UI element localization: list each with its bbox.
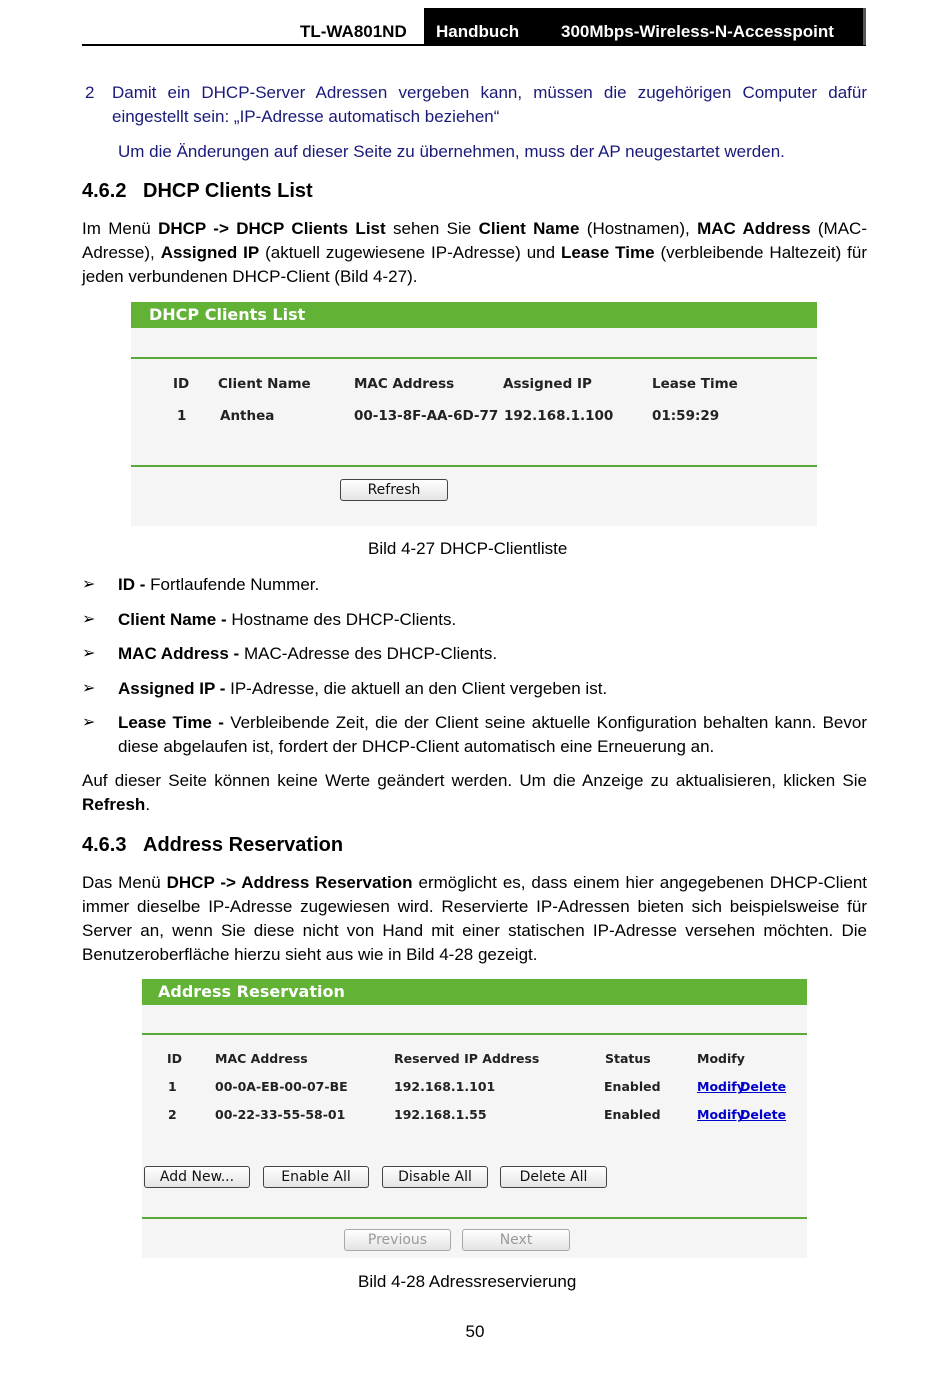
note-paragraph bbox=[82, 81, 867, 129]
modify-link[interactable]: Modify bbox=[697, 1079, 745, 1094]
divider bbox=[131, 357, 817, 359]
table-cell: 1 bbox=[168, 1079, 177, 1094]
text-bold: DHCP -> Address Reservation bbox=[166, 873, 413, 892]
bullet-text: Fortlaufende Nummer. bbox=[150, 575, 320, 594]
list-item bbox=[82, 642, 867, 666]
text-run: (aktuell zugewiesene IP-Adresse) und bbox=[259, 243, 562, 262]
bullet-term: Lease Time - bbox=[118, 713, 231, 732]
text-bold: Lease Time bbox=[561, 243, 655, 262]
table-cell: 2 bbox=[168, 1107, 177, 1122]
enable-all-button[interactable]: Enable All bbox=[263, 1166, 369, 1188]
text-bold: Refresh bbox=[82, 795, 146, 814]
bullet-text: IP-Adresse, die aktuell an den Client vergeben ist. bbox=[230, 679, 608, 698]
arrow-bullet-icon: ➢ bbox=[82, 714, 96, 731]
disable-all-button[interactable]: Disable All bbox=[382, 1166, 488, 1188]
divider bbox=[131, 465, 817, 467]
bullet-text: Verbleibende Zeit, die der Client seine aktuelle Konfiguration behalten kann. Bevor diese abgelaufen ist, fordert der DHCP-Client automatisch eine Erneuerung an. bbox=[118, 713, 867, 756]
section-number: 4.6.2 bbox=[82, 180, 127, 202]
table-cell: Enabled bbox=[604, 1107, 661, 1122]
arrow-bullet-icon: ➢ bbox=[82, 645, 96, 662]
col-header-id: ID bbox=[173, 376, 190, 392]
previous-button[interactable]: Previous bbox=[344, 1229, 451, 1251]
table-cell: 00-13-8F-AA-6D-77 bbox=[354, 408, 499, 424]
text-run: Das Menü bbox=[82, 873, 167, 892]
reservation-intro-paragraph bbox=[82, 871, 867, 967]
clients-panel-title: DHCP Clients List bbox=[131, 302, 817, 328]
table-cell: 192.168.1.101 bbox=[394, 1079, 496, 1094]
next-button[interactable]: Next bbox=[462, 1229, 570, 1251]
section-heading-reservation bbox=[82, 834, 343, 857]
section-number: 4.6.3 bbox=[82, 834, 127, 856]
page-number: 50 bbox=[465, 1322, 485, 1341]
header-manual: Handbuch bbox=[436, 22, 520, 41]
header-model: TL-WA801ND bbox=[300, 22, 407, 41]
refresh-button[interactable]: Refresh bbox=[340, 479, 448, 501]
section-title: DHCP Clients List bbox=[143, 180, 313, 202]
delete-link[interactable]: Delete bbox=[740, 1079, 787, 1094]
col-header-lease: Lease Time bbox=[652, 376, 738, 392]
arrow-bullet-icon: ➢ bbox=[82, 611, 96, 628]
text-bold: MAC Address bbox=[697, 219, 811, 238]
reservation-panel bbox=[142, 979, 807, 1258]
section-heading-clients bbox=[82, 180, 313, 203]
text-bold: Assigned IP bbox=[160, 243, 260, 262]
refresh-paragraph bbox=[82, 769, 867, 817]
table-cell: 00-0A-EB-00-07-BE bbox=[215, 1079, 348, 1094]
delete-all-button[interactable]: Delete All bbox=[500, 1166, 607, 1188]
clients-intro-paragraph bbox=[82, 217, 867, 289]
table-cell: 1 bbox=[177, 408, 187, 424]
list-item bbox=[82, 608, 867, 632]
section-title: Address Reservation bbox=[143, 834, 344, 856]
arrow-bullet-icon: ➢ bbox=[82, 576, 96, 593]
bullet-text: MAC-Adresse des DHCP-Clients. bbox=[243, 644, 498, 663]
col-header-client-name: Client Name bbox=[218, 376, 311, 392]
text-run: sehen Sie bbox=[385, 219, 479, 238]
table-cell: 192.168.1.100 bbox=[504, 408, 614, 424]
col-header-ip: Assigned IP bbox=[503, 376, 592, 392]
text-run: (verbleibende Haltezeit) für jeden verbundenen DHCP-Client (Bild 4-27). bbox=[82, 243, 868, 286]
bullet-term: Client Name - bbox=[118, 610, 232, 629]
table-cell: 00-22-33-55-58-01 bbox=[215, 1107, 346, 1122]
note-restart: Um die Änderungen auf dieser Seite zu übernehmen, muss der AP neugestartet werden. bbox=[118, 142, 785, 161]
modify-link[interactable]: Modify bbox=[697, 1107, 745, 1122]
clients-panel bbox=[131, 302, 817, 526]
bullet-term: ID - bbox=[118, 575, 151, 594]
col-header-modify: Modify bbox=[697, 1051, 745, 1066]
text-run: (Hostnamen), bbox=[579, 219, 698, 238]
table-cell: Enabled bbox=[604, 1079, 661, 1094]
text-run: Auf dieser Seite können keine Werte geändert werden. Um die Anzeige zu aktualisieren, klicken Sie bbox=[82, 771, 867, 790]
arrow-bullet-icon: ➢ bbox=[82, 680, 96, 697]
col-header-id: ID bbox=[167, 1051, 183, 1066]
list-item bbox=[82, 711, 867, 759]
bullet-term: MAC Address - bbox=[118, 644, 244, 663]
text-bold: DHCP -> DHCP Clients List bbox=[158, 219, 386, 238]
text-run: . bbox=[145, 795, 151, 814]
reservation-panel-title: Address Reservation bbox=[142, 979, 807, 1005]
text-run: ermöglicht es, dass einem hier angegebenen DHCP-Client immer dieselbe IP-Adresse zugewiesen wird. Reservierte IP-Adressen bieten sich beispielsweise für Server an, wenn Sie diese nicht von Hand mit einer statischen IP-Adresse versehen möchten. Die Benutzeroberfläche hierzu sieht aus wie in Bild 4-28 gezeigt. bbox=[82, 873, 867, 964]
header-title: 300Mbps-Wireless-N-Accesspoint bbox=[561, 22, 834, 41]
text-bold: Client Name bbox=[478, 219, 580, 238]
text-run: Im Menü bbox=[82, 219, 159, 238]
table-cell: Anthea bbox=[220, 408, 275, 424]
note-text: Damit ein DHCP-Server Adressen vergeben kann, müssen die zugehörigen Computer dafür eingestellt sein: „IP-Adresse automatisch beziehen“ bbox=[112, 83, 867, 126]
note-number: 2 bbox=[85, 83, 95, 102]
list-item bbox=[82, 677, 867, 701]
col-header-status: Status bbox=[605, 1051, 651, 1066]
col-header-reserved-ip: Reserved IP Address bbox=[394, 1051, 540, 1066]
figure-caption-clients: Bild 4-27 DHCP-Clientliste bbox=[368, 539, 568, 558]
table-cell: 192.168.1.55 bbox=[394, 1107, 487, 1122]
text-run: (MAC-Adresse), bbox=[82, 219, 867, 262]
col-header-mac: MAC Address bbox=[215, 1051, 308, 1066]
figure-caption-reservation: Bild 4-28 Adressreservierung bbox=[358, 1272, 577, 1291]
delete-link[interactable]: Delete bbox=[740, 1107, 787, 1122]
bullet-text: Hostname des DHCP-Clients. bbox=[231, 610, 457, 629]
divider bbox=[142, 1217, 807, 1219]
header-black-band bbox=[424, 8, 866, 45]
list-item bbox=[82, 573, 867, 597]
add-new-button[interactable]: Add New... bbox=[144, 1166, 250, 1188]
table-cell: 01:59:29 bbox=[652, 408, 720, 424]
divider bbox=[142, 1033, 807, 1035]
page-header bbox=[82, 8, 866, 46]
bullet-term: Assigned IP - bbox=[118, 679, 231, 698]
col-header-mac: MAC Address bbox=[354, 376, 455, 392]
